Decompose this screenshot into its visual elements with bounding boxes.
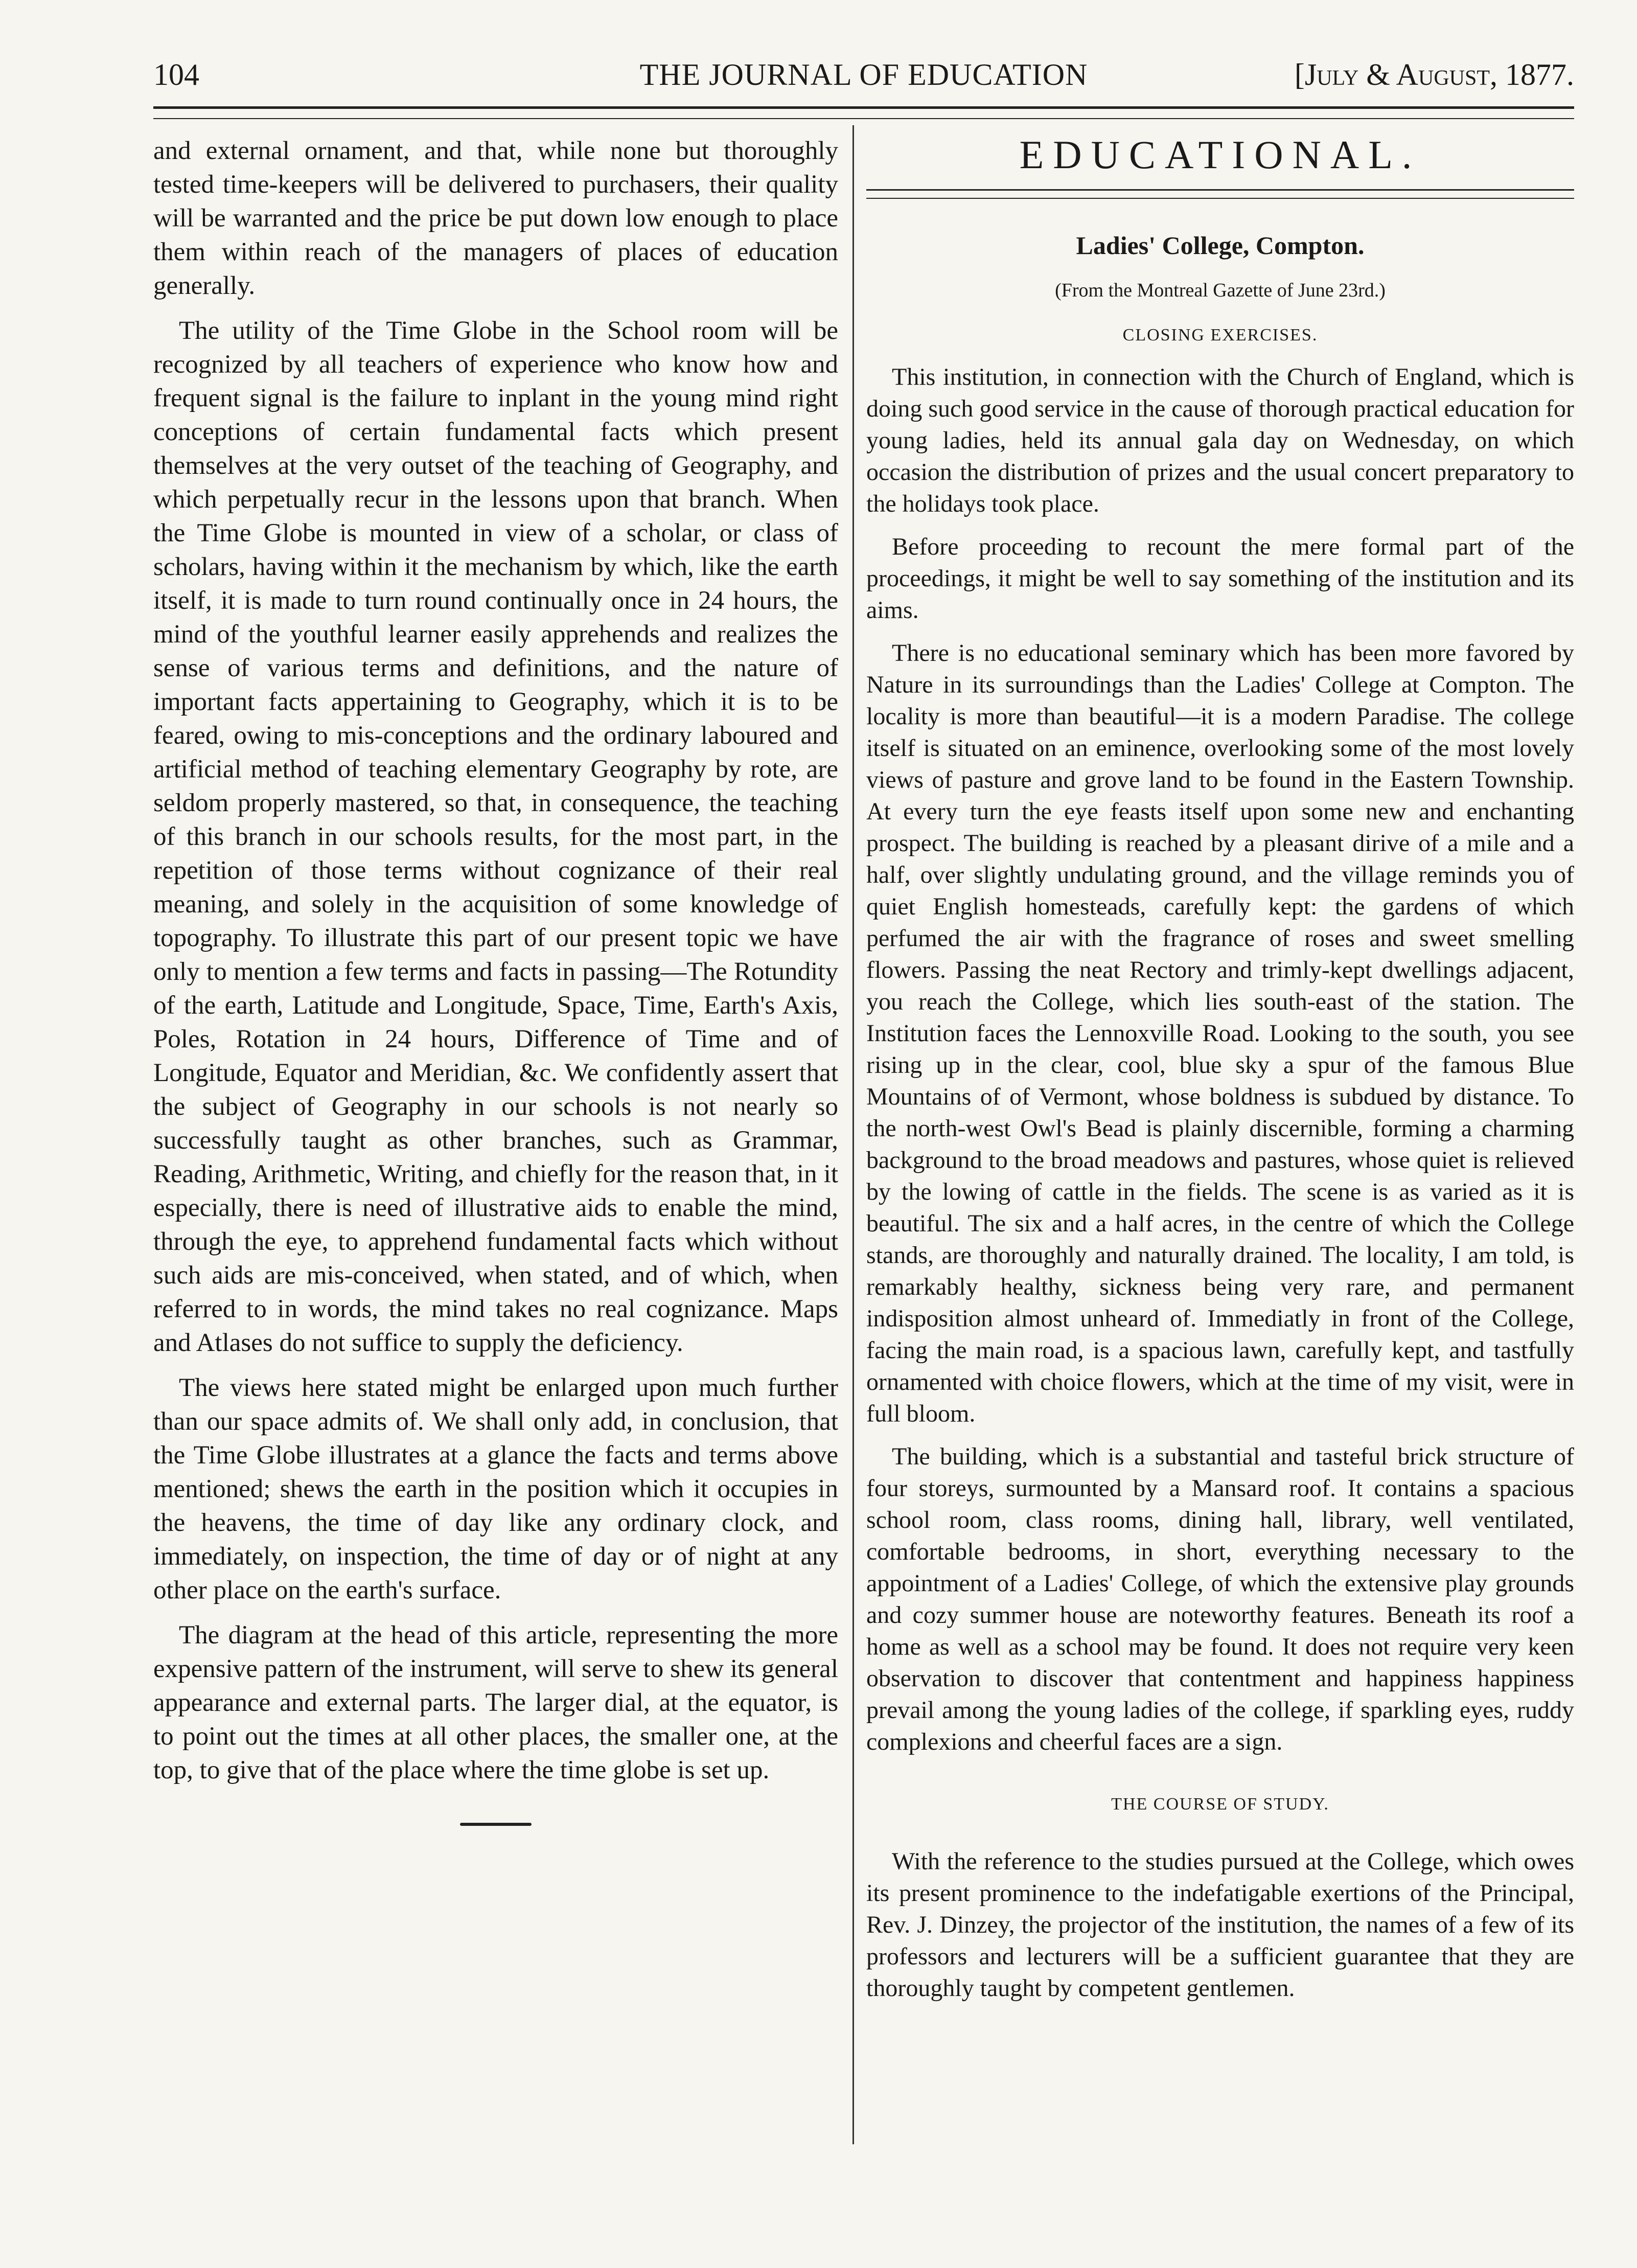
course-paragraph: With the reference to the studies pursued at the College, which owes its present prominence to the indefatigable exertions of the Principal, Rev. J. Dinzey, the projector of the institution, the names of a few of its professors and lecturers will be a sufficient guarantee that they are thoroughly taught by competent gentlemen.	[866, 1848, 1574, 2002]
right-paragraph-2: Before proceeding to recount the mere formal part of the proceedings, it might be well to say something of the institution and its aims.	[866, 533, 1574, 624]
journal-title: THE JOURNAL OF EDUCATION	[639, 58, 1088, 91]
left-paragraph-3: The views here stated might be enlarged upon much further than our space admits of. We shall only add, in conclusion, that the Time Globe illustrates at a glance the facts and terms above mentioned; shews the earth in the position which it occupies in the heavens, the time of day like any ordinary clock, and immediately, on inspection, the time of day or of night at any other place on the earth's surface.	[153, 1373, 838, 1605]
column-divider	[852, 125, 854, 2144]
right-column	[866, 134, 1574, 2015]
right-paragraph-1: This institution, in connection with the Church of England, which is doing such good service in the cause of thorough practical education for young ladies, held its annual gala day on Wednesday, on which occasion the distribution of prizes and the usual concert preparatory to the holidays took place.	[866, 363, 1574, 517]
left-column	[153, 134, 838, 1826]
left-paragraph-1: and external ornament, and that, while none but thoroughly tested time-keepers will be delivered to purchasers, their quality will be warranted and the price be put down low enough to place them within reach of the managers of places of education generally.	[153, 136, 838, 300]
subhead-course-of-study: THE COURSE OF STUDY.	[1111, 1795, 1329, 1814]
issue-date: [July & August, 1877.	[1294, 58, 1574, 91]
right-paragraph-4: The building, which is a substantial and tasteful brick structure of four storeys, surmounted by a Mansard roof. It contains a spacious school room, class rooms, dining hall, library, well ventilated, comfortable bedrooms, in short, everything necessary to the appointment of a Ladies' College, of which the extensive play grounds and cozy summer house are noteworthy features. Beneath its roof a home as well as a school may be found. It does not require very keen observation to discover that contentment and happiness happiness prevail among the young ladies of the college, if sparkling eyes, ruddy complexions and cheerful faces are a sign.	[866, 1443, 1574, 1755]
section-rule	[866, 189, 1574, 199]
page-number: 104	[153, 58, 199, 91]
end-of-article-rule	[460, 1823, 532, 1826]
source-line: (From the Montreal Gazette of June 23rd.)	[1055, 280, 1386, 301]
left-paragraph-4: The diagram at the head of this article, representing the more expensive pattern of the instrument, will serve to shew its general appearance and external parts. The larger dial, at the equator, is to point out the times at all other places, the smaller one, at the top, to give that of the place where the time globe is set up.	[153, 1621, 838, 1784]
right-paragraph-3: There is no educational seminary which has been more favored by Nature in its surroundings than the Ladies' College at Compton. The locality is more than beautiful—it is a modern Paradise. The college itself is situated on an eminence, overlooking some of the most lovely views of pasture and grove land to be found in the Eastern Township. At every turn the eye feasts itself upon some new and enchanting prospect. The building is reached by a pleasant dirive of a mile and a half, over slightly undulating ground, and the village reminds you of quiet English homesteads, carefully kept: the gardens of which perfumed the air with the fragrance of roses and sweet smelling flowers. Passing the neat Rectory and trimly-kept dwellings adjacent, you reach the College, which lies south-east of the station. The Institution faces the Lennoxville Road. Looking to the south, you see rising up in the clear, cool, blue sky a spur of the famous Blue Mountains of of Vermont, whose boldness is subdued by distance. To the north-west Owl's Bead is plainly discernible, forming a charming background to the broad meadows and pastures, whose quiet is relieved by the lowing of cattle in the fields. The scene is as varied as it is beautiful. The six and a half acres, in the centre of which the College stands, are thoroughly and naturally drained. The locality, I am told, is remarkably healthy, sickness being very rare, and permanent indisposition almost unheard of. Immediatly in front of the College, facing the main road, is a spacious lawn, carefully kept, and tastfully ornamented with choice flowers, which at the time of my visit, were in full bloom.	[866, 639, 1574, 1427]
left-paragraph-2: The utility of the Time Globe in the School room will be recognized by all teachers of experience who know how and frequent signal is the failure to inplant in the young mind right conceptions of certain fundamental facts which present themselves at the very outset of the teaching of Geography, and which perpetually recur in the lessons upon that branch. When the Time Globe is mounted in view of a scholar, or class of scholars, having within it the mechanism by which, like the earth itself, it is made to turn round continually once in 24 hours, the mind of the youthful learner easily apprehends and realizes the sense of various terms and definitions, and the nature of important facts appertaining to Geography, which it is to be feared, owing to mis-conceptions and the ordinary laboured and artificial method of teaching elementary Geography by rote, are seldom properly mastered, so that, in consequence, the teaching of this branch in our schools results, for the most part, in the repetition of those terms without cognizance of their real meaning, and solely in the acquisition of some knowledge of topography. To illustrate this part of our present topic we have only to mention a few terms and facts in passing—The Rotundity of the earth, Latitude and Longitude, Space, Time, Earth's Axis, Poles, Rotation in 24 hours, Difference of Time and of Longitude, Equator and Meridian, &c. We confidently assert that the subject of Geography in our schools is not nearly so successfully taught as other branches, such as Grammar, Reading, Arithmetic, Writing, and chiefly for the reason that, in it especially, there is need of illustrative aids to enable the mind, through the eye, to apprehend fundamental facts which without such aids are mis-conceived, when stated, and of which, when referred to in words, the mind takes no real cognizance. Maps and Atlases do not suffice to supply the deficiency.	[153, 316, 838, 1357]
subhead-closing-exercises: CLOSING EXERCISES.	[1122, 326, 1318, 345]
article-title: Ladies' College, Compton.	[1076, 231, 1365, 260]
page-header	[153, 57, 1574, 108]
header-rule	[153, 106, 1574, 119]
section-title: EDUCATIONAL.	[1019, 132, 1421, 177]
